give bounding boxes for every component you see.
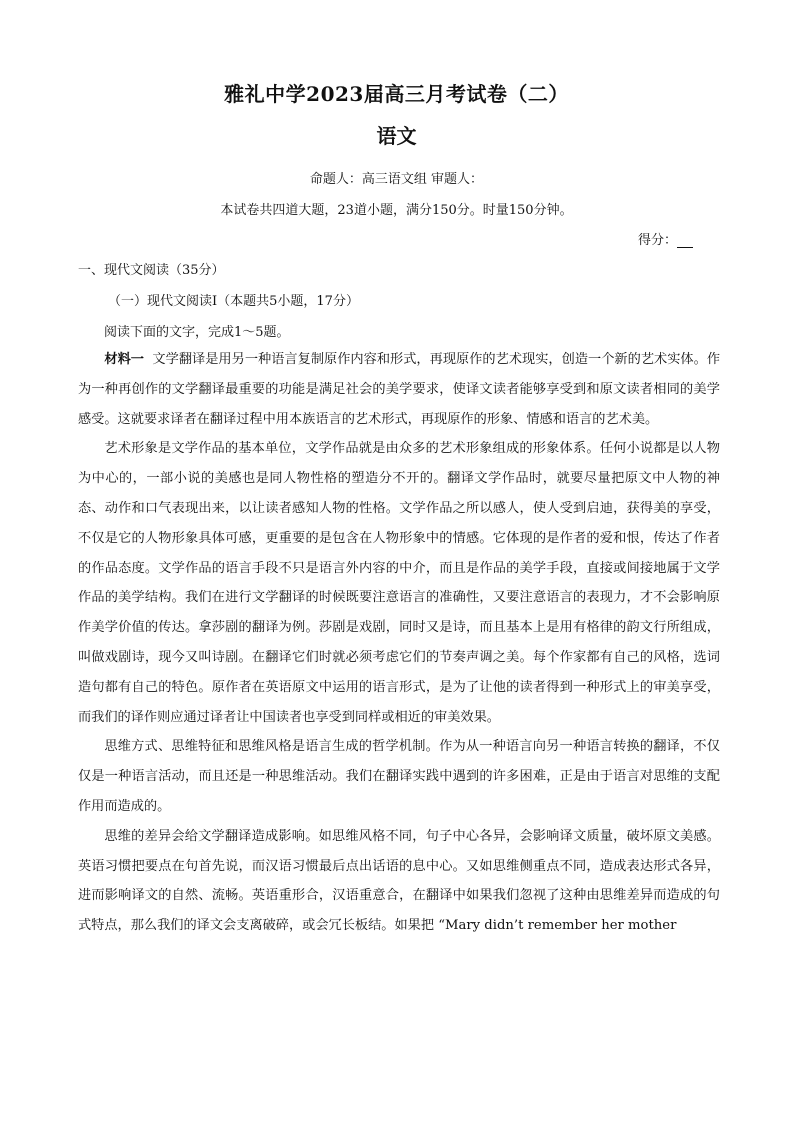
score-field <box>638 229 693 248</box>
score-label: 得分： <box>637 233 677 248</box>
reading-instruction: 阅读下面的文字，完成1～5题。 <box>104 325 290 340</box>
paragraph-text: 文学翻译是用另一种语言复制原作内容和形式，再现原作的艺术现实，创造一个新的艺术实体。作为一种再创作的文学翻译最重要的功能是满足社会的美学要求，使译文读者能够享受到和原文读者相同的美学感受。这就要求译者在翻译过程中用本族语言的艺术形式，再现原作的形象、情感和语言的艺术美。 <box>78 352 721 427</box>
authors-line: 命题人：高三语文组 审题人： <box>309 172 484 187</box>
material-label: 材料一 <box>104 352 144 367</box>
subsection-heading: （一）现代文阅读Ⅰ（本题共5小题，17分） <box>108 294 359 309</box>
paragraph: 思维的差异会给文学翻译造成影响。如思维风格不同，句子中心各异，会影响译文质量，破坏原文美感。英语习惯把要点在句首先说，而汉语习惯最后点出话语的息中心。又如思维侧重点不同，造成表达形式各异，进而影响译文的自然、流畅。英语重形合，汉语重意合，在翻译中如果我们忽视了这种由思维差异而造成的句式特点，那么我们的译文会支离破碎，或会冗长板结。如果把 “Mary didn’t remember her mother <box>78 828 720 934</box>
exam-info-line: 本试卷共四道大题，23道小题，满分150分。时量150分钟。 <box>220 203 573 218</box>
exam-title: 雅礼中学2023届高三月考试卷（二） <box>224 82 569 106</box>
subject-title: 语文 <box>376 124 417 148</box>
paragraph: 思维方式、思维特征和思维风格是语言生成的哲学机制。作为从一种语言向另一种语言转换的翻译，不仅仅是一种语言活动，而且还是一种思维活动。我们在翻译实践中遇到的许多困难，正是由于语言对思维的支配作用而造成的。 <box>78 739 720 814</box>
material-one-text <box>78 345 720 941</box>
paragraph <box>78 345 720 434</box>
paragraph: 艺术形象是文学作品的基本单位，文学作品就是由众多的艺术形象组成的形象体系。任何小说都是以人物为中心的，一部小说的美感也是同人物性格的塑造分不开的。翻译文学作品时，就要尽量把原文中人物的神态、动作和口气表现出来，以让读者感知人物的性格。文学作品之所以感人，使人受到启迪，获得美的享受，不仅是它的人物形象具体可感，更重要的是包含在人物形象中的情感。它体现的是作者的爱和恨，传达了作者的作品态度。文学作品的语言手段不只是语言外内容的中介，而且是作品的美学手段，直接或间接地属于文学作品的美学结构。我们在进行文学翻译的时候既要注意语言的准确性，又要注意语言的表现力，才不会影响原作美学价值的传达。拿莎剧的翻译为例。莎剧是戏剧，同时又是诗，而且基本上是用有格律的韵文行所组成，叫做戏剧诗，现今又叫诗剧。在翻译它们时就必须考虑它们的节奏声调之美。每个作家都有自己的风格，选词造句都有自己的特色。原作者在英语原文中运用的语言形式，是为了让他的读者得到一种形式上的审美享受，而我们的译作则应通过译者让中国读者也享受到同样或相近的审美效果。 <box>78 441 720 725</box>
score-blank <box>677 235 693 248</box>
section-heading: 一、现代文阅读（35分） <box>78 263 225 278</box>
